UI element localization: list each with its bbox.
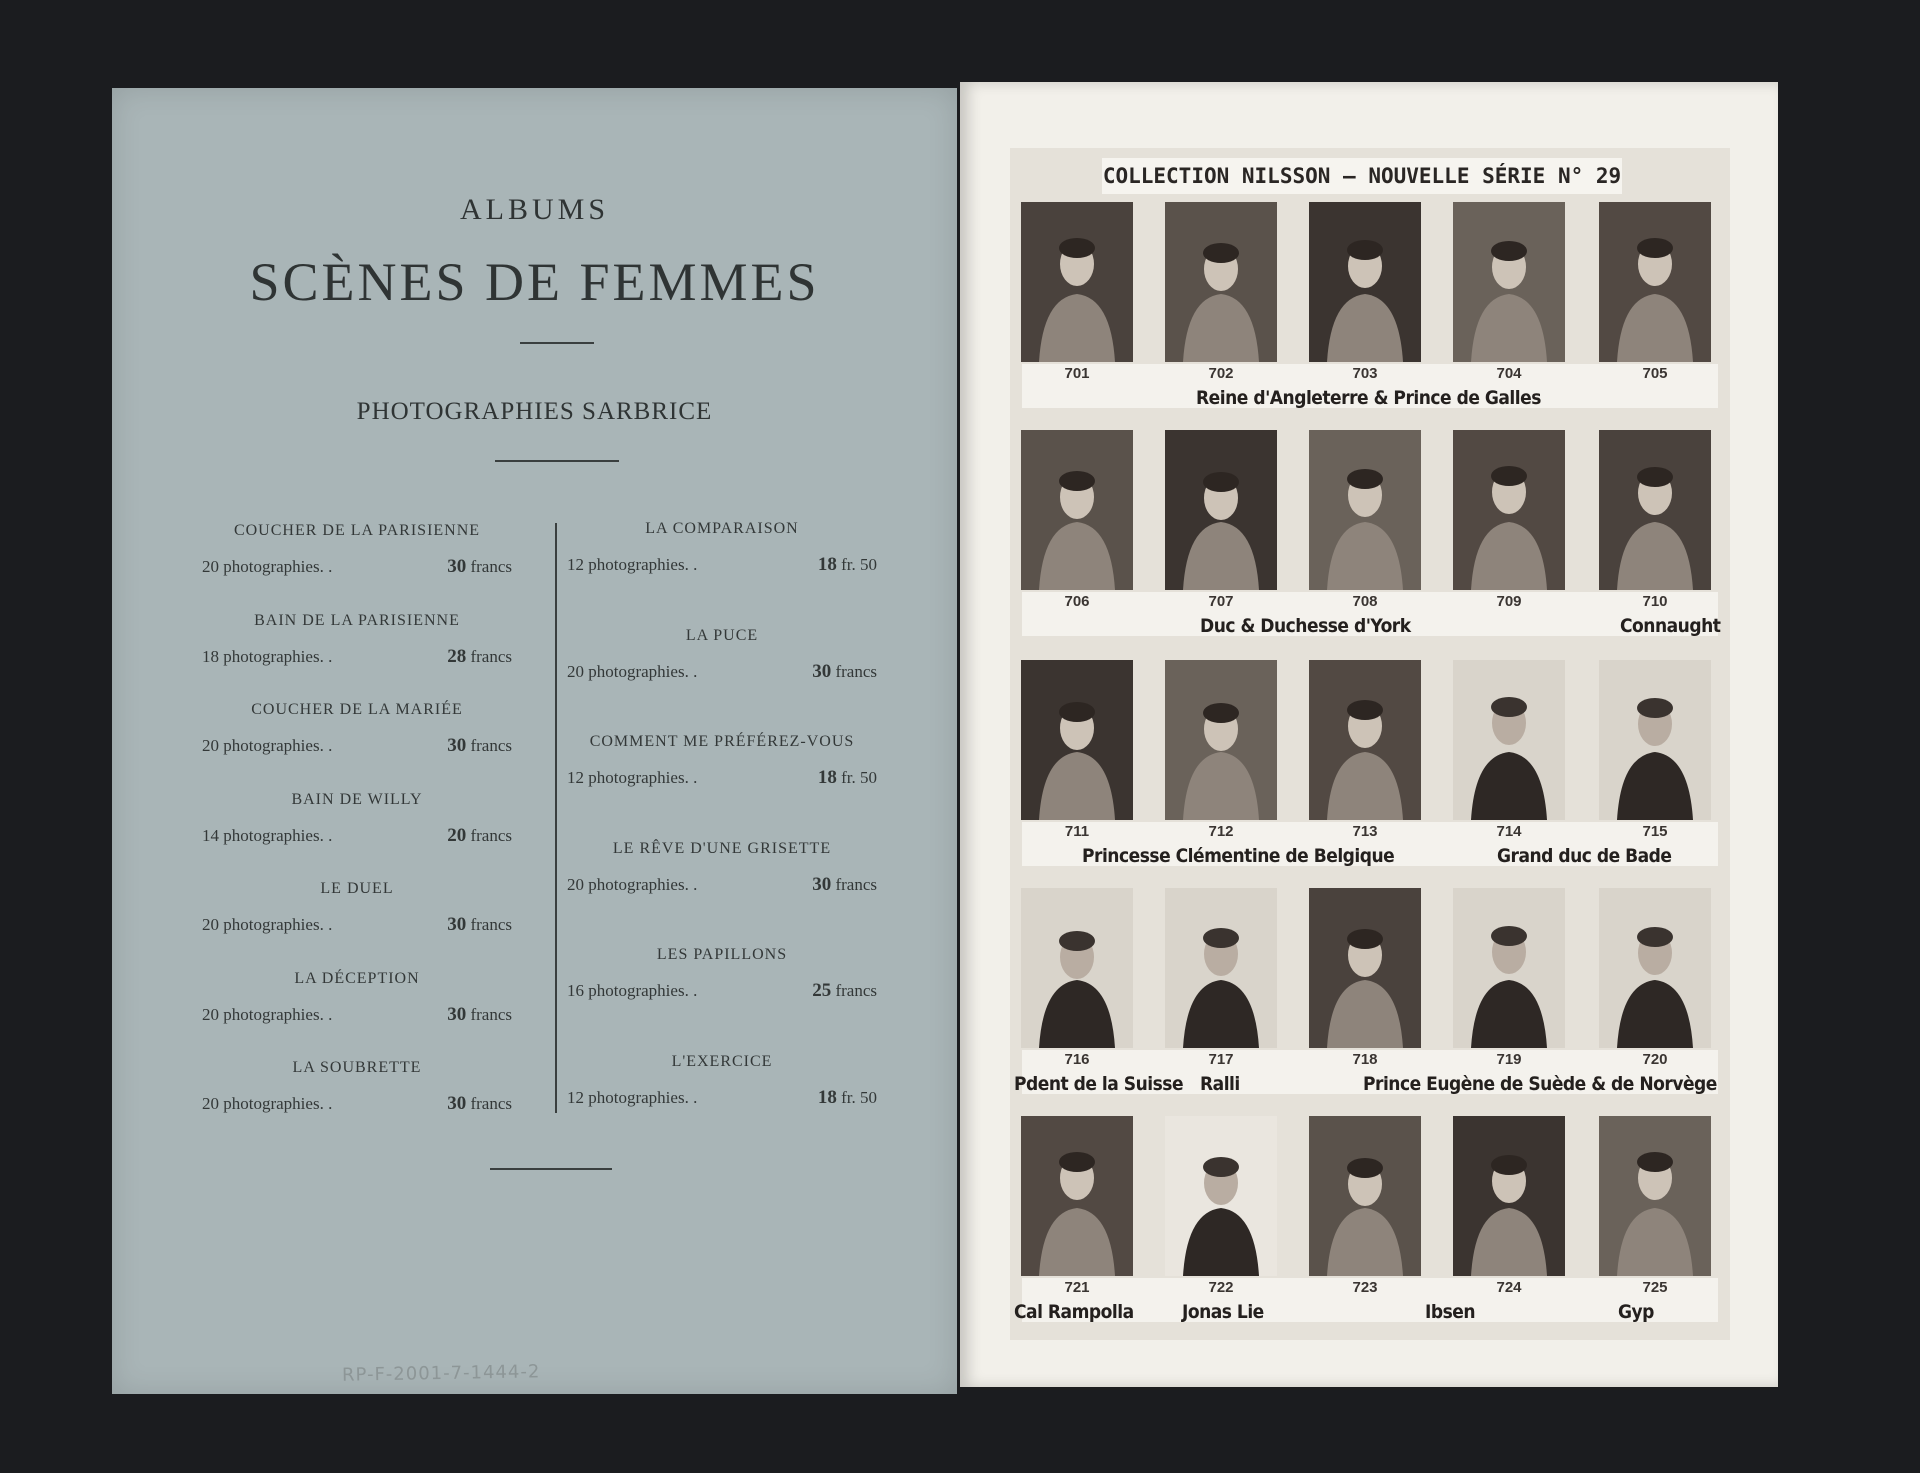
portrait-photo bbox=[1599, 1116, 1711, 1276]
album-price-value: 30 bbox=[447, 735, 467, 756]
portrait-photo bbox=[1599, 888, 1711, 1048]
portrait-caption: Princesse Clémentine de Belgique bbox=[1082, 845, 1395, 867]
album-line bbox=[202, 1004, 512, 1026]
album-line bbox=[567, 767, 877, 789]
album-line bbox=[202, 1093, 512, 1115]
albums-heading: ALBUMS bbox=[459, 193, 610, 226]
portrait-photo bbox=[1599, 202, 1711, 362]
album-name: L'EXERCICE bbox=[671, 1052, 773, 1070]
portrait-caption: Cal Rampolla bbox=[1014, 1301, 1134, 1323]
album-price bbox=[818, 1087, 877, 1109]
album-photo-count: 20 photographies. . bbox=[202, 1004, 333, 1024]
column-divider bbox=[555, 523, 557, 1113]
album-name: LA DÉCEPTION bbox=[294, 969, 420, 987]
photo-number: 715 bbox=[1642, 823, 1668, 840]
album-name: COUCHER DE LA PARISIENNE bbox=[233, 522, 481, 539]
album-name: LE RÊVE D'UNE GRISETTE bbox=[612, 839, 832, 857]
left-page bbox=[112, 88, 957, 1394]
portrait-caption: Jonas Lie bbox=[1182, 1301, 1264, 1323]
album-price bbox=[812, 874, 877, 896]
album-price-value: 30 bbox=[447, 914, 467, 935]
photo-number: 725 bbox=[1642, 1279, 1668, 1296]
album-price-unit: francs bbox=[470, 825, 512, 845]
album-price-unit: francs bbox=[470, 915, 512, 934]
album-price-value: 30 bbox=[447, 1093, 467, 1114]
album-name: LE DUEL bbox=[320, 880, 394, 897]
album-name: LES PAPILLONS bbox=[656, 946, 788, 963]
album-photo-count: 16 photographies. . bbox=[567, 981, 698, 1000]
album-entry bbox=[202, 701, 512, 757]
photo-number: 713 bbox=[1352, 823, 1378, 840]
album-entry bbox=[202, 970, 512, 1026]
album-photo-count: 14 photographies. . bbox=[202, 825, 333, 845]
album-entry bbox=[202, 522, 512, 578]
portrait-photo bbox=[1309, 1116, 1421, 1276]
album-price bbox=[447, 735, 512, 757]
album-price-unit: fr. 50 bbox=[841, 768, 877, 787]
portrait-photo bbox=[1021, 660, 1133, 820]
album-price bbox=[447, 646, 512, 668]
right-page bbox=[960, 82, 1778, 1387]
photo-number: 718 bbox=[1352, 1051, 1378, 1068]
album-name: BAIN DE LA PARISIENNE bbox=[254, 611, 460, 629]
portrait-caption: Connaught bbox=[1620, 615, 1721, 637]
album-price-value: 18 bbox=[817, 1086, 837, 1108]
album-line bbox=[567, 980, 877, 1002]
portrait-photo bbox=[1165, 660, 1277, 820]
photo-number: 722 bbox=[1208, 1279, 1234, 1296]
photo-number: 711 bbox=[1064, 823, 1090, 840]
album-line bbox=[202, 735, 512, 757]
photo-number: 720 bbox=[1642, 1051, 1668, 1068]
album-entry bbox=[202, 1059, 512, 1115]
photo-number: 704 bbox=[1496, 365, 1522, 382]
portrait-caption: Prince Eugène de Suède & de Norvège bbox=[1363, 1073, 1717, 1095]
catalog-number: RP-F-2001-7-1444-2 bbox=[341, 1361, 541, 1386]
album-line bbox=[202, 914, 512, 936]
portrait-photo bbox=[1021, 1116, 1133, 1276]
album-price-unit: francs bbox=[470, 646, 512, 666]
portrait-photo bbox=[1599, 430, 1711, 590]
portrait-photo bbox=[1453, 660, 1565, 820]
photo-number: 707 bbox=[1208, 593, 1234, 610]
portrait-caption: Gyp bbox=[1618, 1301, 1654, 1323]
portrait-photo bbox=[1453, 430, 1565, 590]
photo-number: 712 bbox=[1208, 823, 1234, 840]
album-price-value: 18 bbox=[817, 554, 837, 575]
album-price-unit: fr. 50 bbox=[841, 1087, 877, 1107]
portrait-photo bbox=[1453, 202, 1565, 362]
album-price bbox=[818, 767, 877, 789]
portrait-photo bbox=[1021, 888, 1133, 1048]
portrait-caption: Reine d'Angleterre & Prince de Galles bbox=[1196, 387, 1541, 409]
album-photo-count: 20 photographies. . bbox=[567, 874, 698, 894]
album-line bbox=[202, 825, 512, 847]
album-price bbox=[818, 554, 877, 576]
album-price bbox=[447, 556, 512, 578]
photo-sheet bbox=[1010, 148, 1730, 1340]
album-price-value: 30 bbox=[447, 1003, 467, 1025]
album-price-unit: francs bbox=[470, 557, 512, 576]
album-entry bbox=[202, 791, 512, 847]
portrait-photo bbox=[1599, 660, 1711, 820]
album-line bbox=[567, 1087, 877, 1109]
photo-number: 724 bbox=[1496, 1279, 1522, 1296]
photo-number: 723 bbox=[1352, 1279, 1378, 1296]
photo-number: 708 bbox=[1352, 593, 1378, 610]
photo-number: 706 bbox=[1064, 593, 1090, 610]
album-entry bbox=[567, 733, 877, 789]
photo-number: 705 bbox=[1642, 365, 1668, 382]
album-price-unit: francs bbox=[470, 736, 512, 755]
album-price-unit: francs bbox=[835, 981, 877, 1000]
album-line bbox=[202, 646, 512, 668]
album-name: BAIN DE WILLY bbox=[291, 790, 423, 808]
photo-number: 721 bbox=[1064, 1279, 1090, 1296]
portrait-photo bbox=[1309, 660, 1421, 820]
portrait-photo bbox=[1309, 888, 1421, 1048]
album-price bbox=[447, 1093, 512, 1115]
photo-number: 703 bbox=[1352, 365, 1378, 382]
album-price-value: 30 bbox=[812, 660, 832, 682]
album-price bbox=[812, 661, 877, 683]
album-price-unit: fr. 50 bbox=[841, 555, 877, 574]
portrait-photo bbox=[1453, 888, 1565, 1048]
photo-number: 716 bbox=[1064, 1051, 1090, 1068]
album-name: COMMENT ME PRÉFÉREZ-VOUS bbox=[589, 733, 855, 750]
album-price-unit: francs bbox=[835, 874, 877, 894]
portrait-photo bbox=[1165, 888, 1277, 1048]
album-price-value: 20 bbox=[447, 824, 467, 846]
album-photo-count: 20 photographies. . bbox=[202, 915, 333, 934]
album-name: LA SOUBRETTE bbox=[292, 1059, 422, 1076]
photo-number: 719 bbox=[1496, 1051, 1522, 1068]
portrait-photo bbox=[1165, 430, 1277, 590]
photo-number: 701 bbox=[1064, 365, 1090, 382]
album-photo-count: 12 photographies. . bbox=[567, 768, 698, 787]
album-price bbox=[447, 914, 512, 936]
album-price-value: 18 bbox=[817, 767, 837, 788]
album-price-value: 30 bbox=[447, 556, 467, 577]
album-photo-count: 20 photographies. . bbox=[567, 661, 698, 681]
portrait-photo bbox=[1453, 1116, 1565, 1276]
portrait-caption: Pdent de la Suisse bbox=[1014, 1073, 1184, 1095]
album-price bbox=[447, 825, 512, 847]
album-entry bbox=[567, 840, 877, 896]
album-photo-count: 20 photographies. . bbox=[202, 557, 333, 576]
portrait-caption: Ibsen bbox=[1425, 1301, 1476, 1323]
portrait-photo bbox=[1165, 202, 1277, 362]
album-price bbox=[812, 980, 877, 1002]
album-photo-count: 12 photographies. . bbox=[567, 555, 698, 574]
album-name: COUCHER DE LA MARIÉE bbox=[251, 701, 463, 718]
photographer-rule bbox=[495, 460, 619, 462]
album-photo-count: 20 photographies. . bbox=[202, 1094, 333, 1113]
bottom-rule bbox=[490, 1168, 612, 1170]
photo-number: 717 bbox=[1208, 1051, 1234, 1068]
album-price-unit: francs bbox=[470, 1004, 512, 1024]
portrait-caption: Grand duc de Bade bbox=[1497, 845, 1672, 867]
album-line bbox=[202, 556, 512, 578]
portrait-photo bbox=[1021, 430, 1133, 590]
album-line bbox=[567, 554, 877, 576]
portrait-caption: Ralli bbox=[1200, 1073, 1240, 1095]
album-entry bbox=[567, 520, 877, 576]
portrait-photo bbox=[1309, 202, 1421, 362]
album-line bbox=[567, 874, 877, 896]
album-name: LA COMPARAISON bbox=[645, 520, 799, 537]
portrait-photo bbox=[1309, 430, 1421, 590]
album-price bbox=[447, 1004, 512, 1026]
photo-number: 702 bbox=[1208, 365, 1234, 382]
album-name: LA PUCE bbox=[685, 626, 759, 644]
album-line bbox=[567, 661, 877, 683]
album-photo-count: 20 photographies. . bbox=[202, 736, 333, 755]
portrait-caption: Duc & Duchesse d'York bbox=[1200, 615, 1411, 637]
album-price-value: 25 bbox=[812, 980, 832, 1001]
album-entry bbox=[567, 946, 877, 1002]
collection-title: COLLECTION NILSSON — NOUVELLE SÉRIE N° 29 bbox=[1102, 158, 1622, 194]
album-entry bbox=[202, 880, 512, 936]
series-title: SCÈNES DE FEMMES bbox=[249, 252, 820, 312]
photographer-heading: PHOTOGRAPHIES SARBRICE bbox=[356, 398, 713, 425]
album-entry bbox=[567, 1053, 877, 1109]
photo-number: 709 bbox=[1496, 593, 1522, 610]
album-photo-count: 12 photographies. . bbox=[567, 1087, 698, 1107]
album-entry bbox=[202, 612, 512, 668]
album-price-value: 30 bbox=[812, 873, 832, 895]
album-entry bbox=[567, 627, 877, 683]
photo-number: 710 bbox=[1642, 593, 1668, 610]
portrait-photo bbox=[1021, 202, 1133, 362]
album-photo-count: 18 photographies. . bbox=[202, 646, 333, 666]
photo-number: 714 bbox=[1496, 823, 1522, 840]
album-price-unit: francs bbox=[470, 1094, 512, 1113]
title-rule bbox=[520, 342, 594, 344]
album-price-unit: francs bbox=[835, 661, 877, 681]
album-price-value: 28 bbox=[447, 645, 467, 667]
portrait-photo bbox=[1165, 1116, 1277, 1276]
